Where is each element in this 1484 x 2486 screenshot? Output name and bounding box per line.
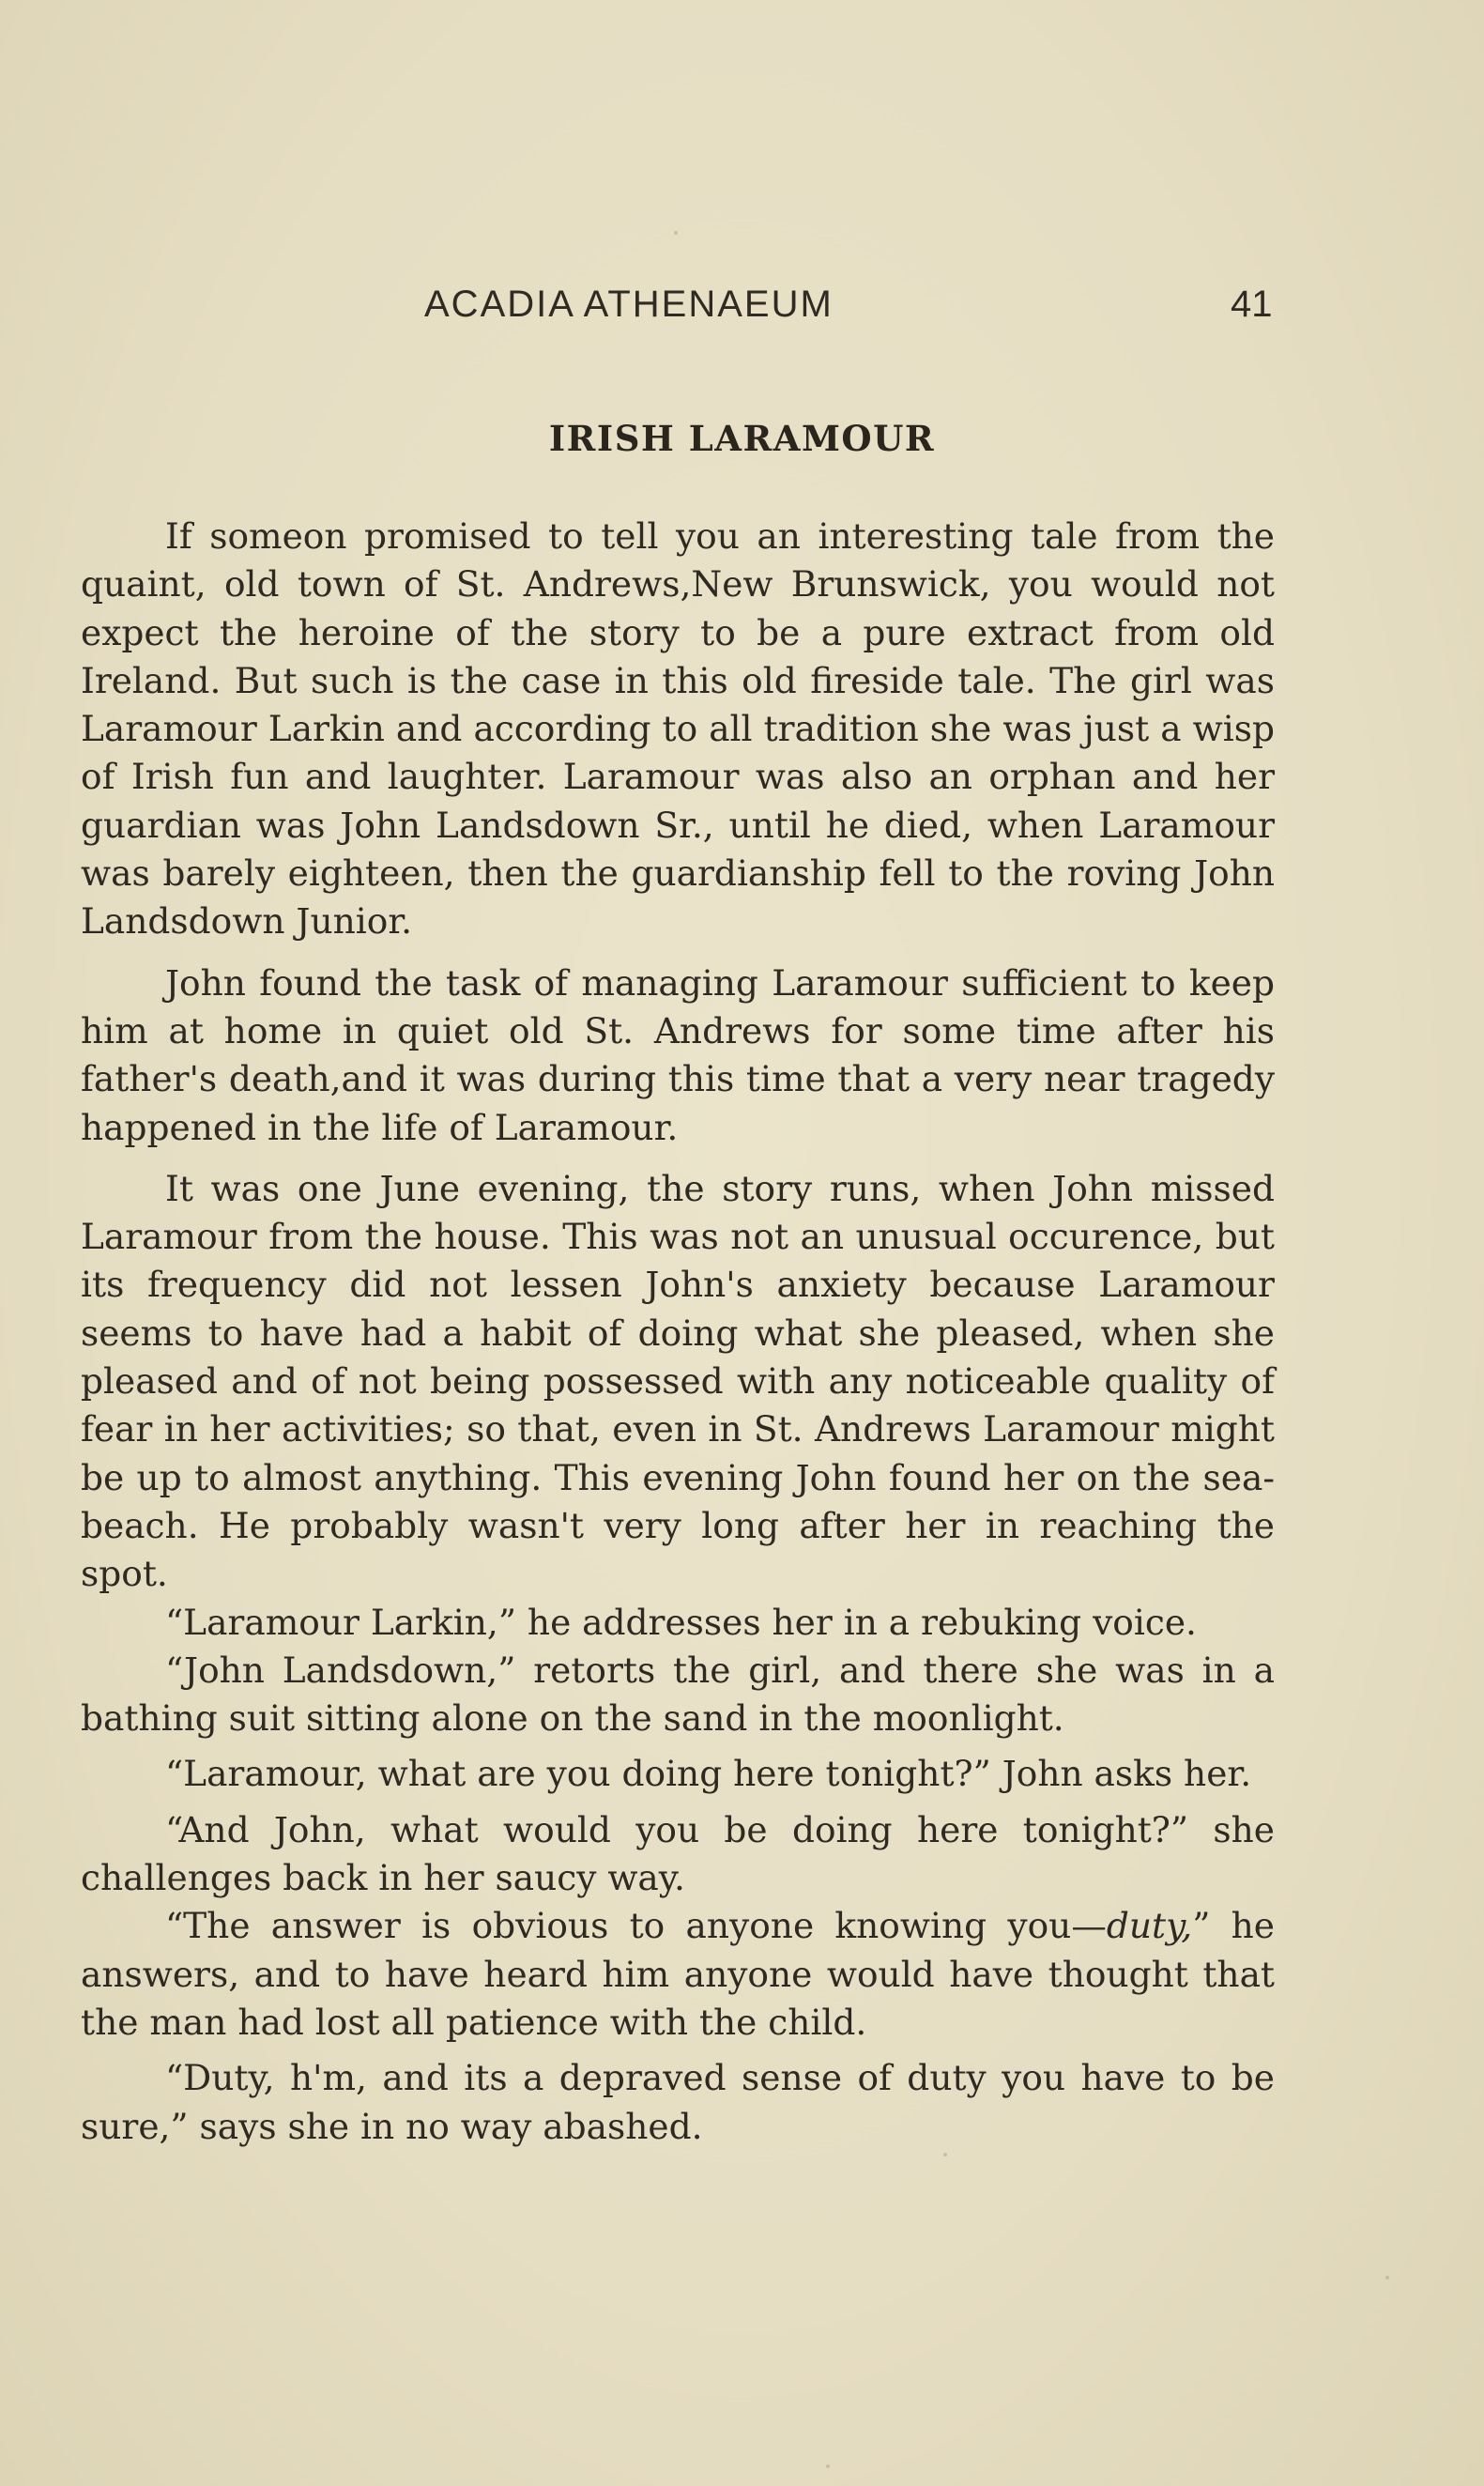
- article-title: IRISH LARAMOUR: [548, 418, 936, 459]
- paper-speck: [943, 2153, 947, 2156]
- running-head: [0, 284, 1484, 340]
- paragraph-8-start: “The answer is obvious to anyone knowing you—: [165, 1905, 1107, 1947]
- running-title: ACADIA ATHENAEUM: [424, 284, 834, 325]
- paragraph-4: “Laramour Larkin,” he addresses her in a rebuking voice.: [165, 1601, 1197, 1643]
- paragraph-6: “Laramour, what are you doing here tonight?” John asks her.: [165, 1753, 1252, 1795]
- paragraph-8-end: ” he answers, and to have heard him anyone would have thought that the man had lost all patience with the child.: [81, 1905, 1276, 2043]
- paragraph-1: If someon promised to tell you an interesting tale from the quaint, old town of St. Andrews,New Brunswick, you would not expect the heroine of the story to be a pure extract from old Ireland. But such is the case in this old fireside tale. The girl was Laramour Larkin and according to all tradition she was just a wisp of Irish fun and laughter. Laramour was also an orphan and her guardian was John Landsdown Sr., until he died, when Laramour was barely eighteen, then the guardianship fell to the roving John Landsdown Junior.: [81, 515, 1275, 943]
- paragraph-3: It was one June evening, the story runs, when John missed Laramour from the house. This was not an unusual occurence, but its frequency did not lessen John's anxiety because Laramour seems to have had a habit of doing what she pleased, when she pleased and of not being possessed with any noticeable quality of fear in her activities; so that, even in St. Andrews Laramour might be up to almost anything. This evening John found her on the sea-beach. He probably wasn't very long after her in reaching the spot.: [81, 1167, 1275, 1595]
- paragraph-8-emphasis: duty,: [1106, 1905, 1193, 1947]
- paragraph-9: “Duty, h'm, and its a depraved sense of duty you have to be sure,” says she in no way abashed.: [81, 2057, 1275, 2147]
- paper-speck: [674, 231, 678, 235]
- page-number: 41: [1231, 284, 1273, 325]
- paragraph-7: “And John, what would you be doing here tonight?” she challenges back in her saucy way.: [81, 1808, 1275, 1899]
- paper-speck: [1385, 2276, 1389, 2279]
- paragraph-2: John found the task of managing Laramour sufficient to keep him at home in quiet old St. Andrews for some time after his father's death,and it was during this time that a very near tragedy happened in the life of Laramour.: [81, 961, 1275, 1148]
- paragraph-8: [81, 1902, 1275, 2047]
- article-body: [81, 513, 1275, 2151]
- paper-speck: [826, 2464, 830, 2468]
- paragraph-5: “John Landsdown,” retorts the girl, and there she was in a bathing suit sitting alone on the sand in the moonlight.: [81, 1649, 1275, 1740]
